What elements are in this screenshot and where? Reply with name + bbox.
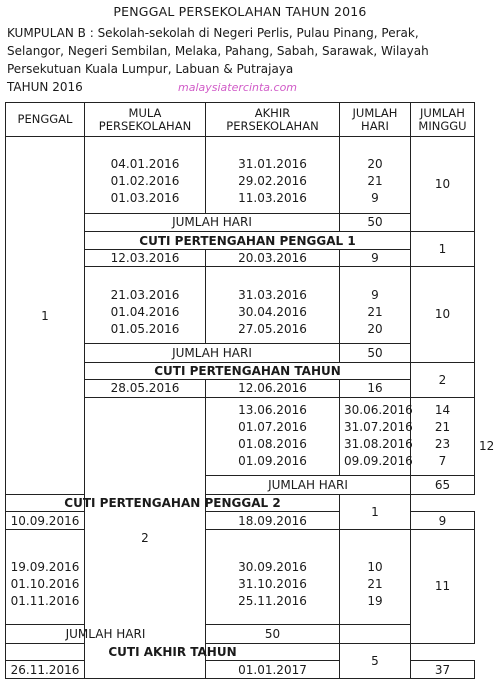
minggu-cell: 5 [340, 643, 411, 678]
akhir-cell: 31.01.2016 29.02.2016 11.03.2016 [206, 137, 340, 214]
mula-cell: 26.11.2016 [6, 661, 85, 679]
total-label: JUMLAH HARI [85, 213, 340, 232]
hari-cell: 20 21 9 [340, 137, 411, 214]
total-value: 50 [340, 343, 411, 362]
akhir-cell: 30.06.2016 31.07.2016 31.08.2016 09.09.2016 [340, 397, 411, 476]
cuti-title-row [6, 643, 475, 661]
akhir-cell: 20.03.2016 [206, 249, 340, 267]
total-label: JUMLAH HARI [6, 625, 206, 644]
minggu-cell: 1 [411, 232, 475, 267]
total-value: 50 [206, 625, 340, 644]
table-row [6, 530, 475, 625]
minggu-cell: 10 [411, 137, 475, 232]
total-value: 50 [340, 213, 411, 232]
penggal-1-label: 1 [6, 137, 85, 495]
document-title: PENGGAL PERSEKOLAHAN TAHUN 2016 [113, 4, 367, 19]
hari-cell: 9 [411, 512, 475, 530]
total-label: JUMLAH HARI [85, 343, 340, 362]
mula-cell: 13.06.2016 01.07.2016 01.08.2016 01.09.2016 [206, 397, 340, 476]
cuti-title: CUTI PERTENGAHAN PENGGAL 2 [6, 494, 340, 512]
minggu-cell: 2 [411, 362, 475, 397]
year-label: TAHUN 2016 [7, 80, 83, 94]
cuti-title-row [6, 494, 475, 512]
cuti-title: CUTI PERTENGAHAN TAHUN [85, 362, 411, 380]
mula-cell: 12.03.2016 [85, 249, 206, 267]
akhir-cell: 30.09.2016 31.10.2016 25.11.2016 [206, 530, 340, 625]
table-row [6, 137, 475, 214]
table-row: 2 13.06.2016 01.07.2016 01.08.2016 01.09.2016 30.06.2016 31.07.2016 31.08.2016 09.09.2016 14 21 23 7 12 [6, 397, 475, 476]
header-penggal: PENGGAL [6, 103, 85, 137]
hari-cell: 14 21 23 7 [411, 397, 475, 476]
header-jumlah-minggu: JUMLAH MINGGU [411, 103, 475, 137]
group-description: KUMPULAN B : Sekolah-sekolah di Negeri Perlis, Pulau Pinang, Perak, Selangor, Negeri Sembilan, Melaka, Pahang, Sabah, Sarawak, Wilayah Persekutuan Kuala Lumpur, Labuan & Putrajaya [7, 26, 429, 76]
akhir-cell: 01.01.2017 [206, 661, 340, 679]
mula-cell: 10.09.2016 [6, 512, 85, 530]
penggal-2-label: 2 [85, 397, 206, 678]
hari-cell: 9 [340, 249, 411, 267]
header-mula: MULA PERSEKOLAHAN [85, 103, 206, 137]
hari-cell: 37 [411, 661, 475, 679]
minggu-cell: 11 [411, 530, 475, 644]
total-row [6, 625, 475, 644]
mula-cell: 19.09.2016 01.10.2016 01.11.2016 [6, 530, 85, 625]
total-value: 65 [411, 476, 475, 495]
akhir-cell: 31.03.2016 30.04.2016 27.05.2016 [206, 267, 340, 344]
header-row [6, 103, 475, 137]
hari-cell: 9 21 20 [340, 267, 411, 344]
mula-cell: 21.03.2016 01.04.2016 01.05.2016 [85, 267, 206, 344]
cuti-title: CUTI AKHIR TAHUN [6, 643, 340, 661]
mula-cell: 28.05.2016 [85, 380, 206, 398]
hari-cell: 16 [340, 380, 411, 398]
watermark: malaysiatercinta.com [178, 81, 298, 94]
header-akhir: AKHIR PERSEKOLAHAN [206, 103, 340, 137]
mula-cell: 04.01.2016 01.02.2016 01.03.2016 [85, 137, 206, 214]
cuti-title: CUTI PERTENGAHAN PENGGAL 1 [85, 232, 411, 250]
akhir-cell: 12.06.2016 [206, 380, 340, 398]
akhir-cell: 18.09.2016 [206, 512, 340, 530]
minggu-cell: 1 [340, 494, 411, 529]
schedule-table [5, 102, 494, 679]
header-jumlah-hari: JUMLAH HARI [340, 103, 411, 137]
minggu-cell: 10 [411, 267, 475, 362]
total-label: JUMLAH HARI [206, 476, 411, 495]
hari-cell: 10 21 19 [340, 530, 411, 625]
